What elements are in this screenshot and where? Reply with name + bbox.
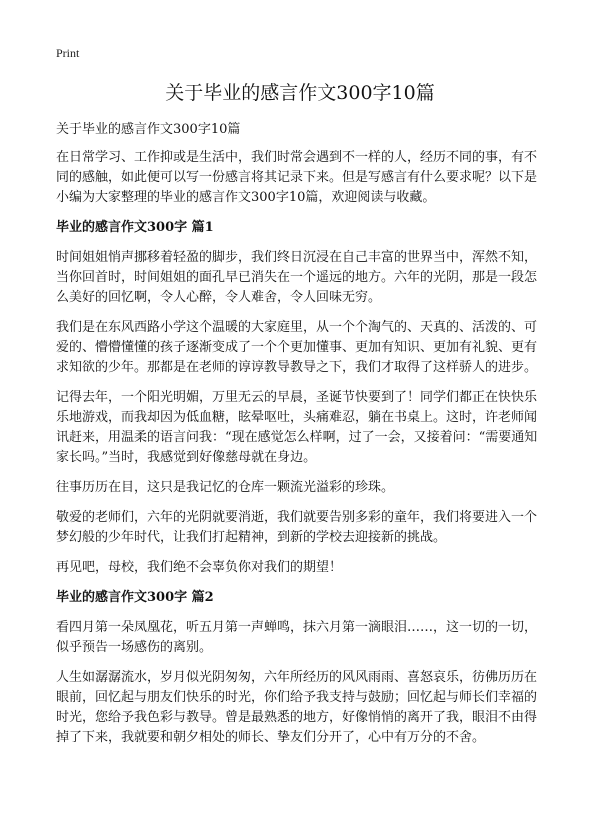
print-link[interactable]: Print [56,46,80,60]
article-subtitle: 关于毕业的感言作文300字10篇 [56,122,241,137]
paragraph: 再见吧，母校，我们绝不会辜负你对我们的期望！ [56,560,343,575]
paragraph: 时间姐姐悄声挪移着轻盈的脚步，我们终日沉浸在自己丰富的世界当中，浑然不知，当你回首时，时间姐姐的面孔早已消失在一个遥远的地方。六年的光阴，那是一段怎么美好的回忆啊，令人心醉，令人难舍，令人回味无穷。 [56,250,538,305]
paragraph: 我们是在东风西路小学这个温暖的大家庭里，从一个个淘气的、天真的、活泼的、可爱的、懵懵懂懂的孩子逐渐变成了一个个更加懂事、更加有知识、更加有礼貌、更有求知欲的少年。那都是在老师的谆谆教导教导之下，我们才取得了这样骄人的进步。 [56,320,538,375]
paragraph: 敬爱的老师们，六年的光阴就要消逝，我们就要告别多彩的童年，我们将要进入一个梦幻般的少年时代，让我们打起精神，到新的学校去迎接新的挑战。 [56,510,538,545]
section-heading: 毕业的感言作文300字 篇1 [56,220,214,235]
paragraph: 记得去年，一个阳光明媚，万里无云的早晨，圣诞节快要到了！同学们都正在快快乐乐地游戏，而我却因为低血糖，眩晕呕吐，头痛难忍，躺在书桌上。这时，许老师闻讯赶来，用温柔的语言问我：“现在感觉怎么样啊，过了一会，又接着问：“需要通知家长吗。”当时，我感觉到好像慈母就在身边。 [56,390,538,465]
paragraph: 往事历历在目，这只是我记忆的仓库一颗流光溢彩的珍珠。 [56,480,395,495]
article-body [56,120,548,758]
paragraph: 人生如潺潺流水，岁月似光阴匆匆，六年所经历的风风雨雨、喜怒哀乐，彷佛历历在眼前，回忆起与朋友们快乐的时光，你们给予我支持与鼓励；回忆起与师长们幸福的时光，您给予我色彩与教导。曾是最熟悉的地方，好像悄悄的离开了我，眼泪不由得掉了下来，我就要和朝夕相处的师长、挚友们分开了，心中有万分的不舍。 [56,670,538,745]
intro-paragraph: 在日常学习、工作抑或是生活中，我们时常会遇到不一样的人，经历不同的事，有不同的感触，如此便可以写一份感言将其记录下来。但是写感言有什么要求呢？以下是小编为大家整理的毕业的感言作文300字10篇，欢迎阅读与收藏。 [56,150,538,205]
paragraph: 看四月第一朵凤凰花，听五月第一声蝉鸣，抹六月第一滴眼泪……，这一切的一切，似乎预告一场感伤的离别。 [56,620,538,655]
section-heading: 毕业的感言作文300字 篇2 [56,590,214,605]
page-title: 关于毕业的感言作文300字10篇 [165,82,435,104]
